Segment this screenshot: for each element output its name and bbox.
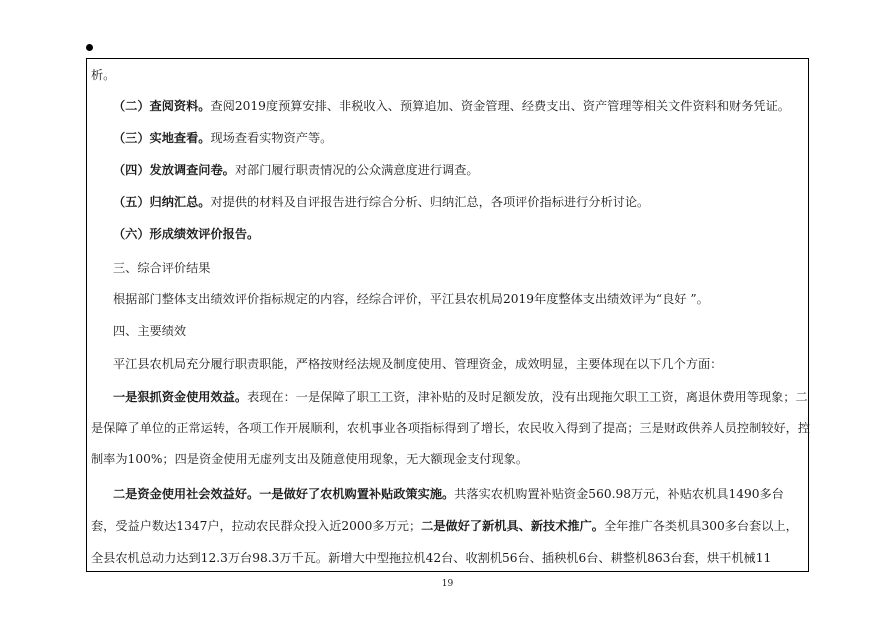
method-item-3: （三）实地查看。现场查看实物资产等。 — [113, 131, 333, 145]
method-item-2: （二）查阅资料。查阅2019度预算安排、非税收入、预算追加、资金管理、经费支出、资产管理等相关文件资料和财务凭证。 — [113, 99, 790, 113]
section-heading-4: 四、主要绩效 — [113, 324, 187, 338]
document-frame — [86, 58, 809, 572]
paragraph-2-line-1: 二是资金使用社会效益好。一是做好了农机购置补贴政策实施。共落实农机购置补贴资金560.98万元，补贴农机具1490多台 — [113, 487, 784, 501]
performance-intro: 平江县农机局充分履行职责职能，严格按财经法规及制度使用、管理资金，成效明显，主要体现在以下几个方面： — [113, 357, 723, 371]
paragraph-1-line-1: 一是狠抓资金使用效益。表现在：一是保障了职工工资，津补贴的及时足额发放，没有出现拖欠职工工资，离退休费用等现象；二 — [113, 390, 808, 404]
method-item-5: （五）归纳汇总。对提供的材料及自评报告进行综合分析、归纳汇总，各项评价指标进行分析讨论。 — [113, 195, 650, 209]
paragraph-2-line-3: 全县农机总动力达到12.3万台98.3万千瓦。新增大中型拖拉机42台、收割机56台、插秧机6台、耕整机863台套，烘干机械11 — [91, 551, 772, 565]
bullet-mark — [86, 44, 93, 51]
paragraph-continuation: 析。 — [91, 68, 116, 82]
evaluation-result: 根据部门整体支出绩效评价指标规定的内容，经综合评价，平江县农机局2019年度整体支出绩效评为“良好 ”。 — [113, 292, 709, 306]
section-heading-3: 三、综合评价结果 — [113, 261, 211, 275]
method-item-6: （六）形成绩效评价报告。 — [113, 227, 260, 241]
paragraph-2-line-2: 套，受益户数达1347户，拉动农民群众投入近2000多万元；二是做好了新机具、新技术推广。全年推广各类机具300多台套以上， — [91, 519, 798, 533]
paragraph-1-line-3: 制率为100%；四是资金使用无虚列支出及随意使用现象，无大额现金支付现象。 — [91, 452, 529, 466]
paragraph-1-line-2: 是保障了单位的正常运转，各项工作开展顺利，农机事业各项指标得到了增长，农民收入得到了提高；三是财政供养人员控制较好，控 — [91, 421, 811, 435]
page-number: 19 — [441, 579, 454, 589]
method-item-4: （四）发放调查问卷。对部门履行职责情况的公众满意度进行调查。 — [113, 163, 479, 177]
